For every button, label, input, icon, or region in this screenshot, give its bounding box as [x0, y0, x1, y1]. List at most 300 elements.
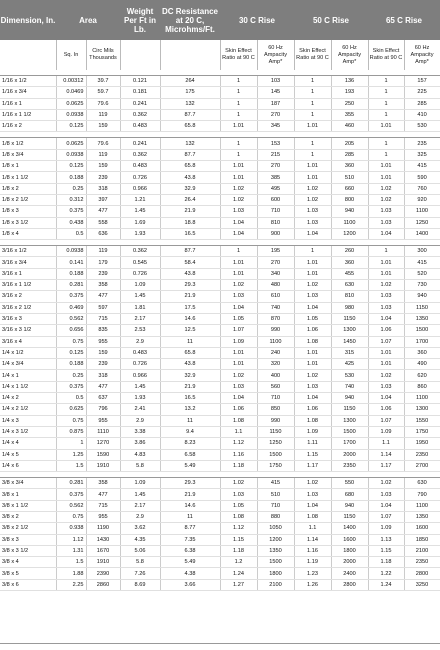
table-header-row: [0, 0, 440, 40]
cell-amp-65: 530: [404, 121, 440, 132]
cell-amp-50: 1150: [331, 511, 368, 522]
cell-skin-65: 1.03: [368, 381, 404, 392]
cell-skin-65: 1.02: [368, 280, 404, 291]
table-row: [0, 257, 440, 268]
cell-weight: 3.38: [120, 426, 160, 437]
cell-skin-30: 1.03: [220, 381, 257, 392]
cell-dimension: 1/4 x 2: [0, 393, 56, 404]
cell-skin-30: 1.18: [220, 545, 257, 556]
cell-amp-65: 1750: [404, 426, 440, 437]
cell-dc-resistance: 6.58: [160, 449, 220, 460]
cell-amp-65: 1850: [404, 534, 440, 545]
cell-skin-50: 1.16: [294, 545, 331, 556]
cell-skin-65: 1.15: [368, 545, 404, 556]
subheader-sq-in: Sq. In: [63, 51, 79, 58]
cell-skin-50: 1.02: [294, 183, 331, 194]
cell-skin-30: 1.07: [220, 325, 257, 336]
table-row: [0, 523, 440, 534]
cell-dimension: 3/8 x 6: [0, 579, 56, 590]
cell-dimension: 3/8 x 1: [0, 489, 56, 500]
cell-skin-30: 1.04: [220, 393, 257, 404]
cell-amp-30: 880: [257, 511, 294, 522]
cell-skin-50: 1.03: [294, 206, 331, 217]
cell-skin-30: 1.1: [220, 426, 257, 437]
cell-amp-30: 1100: [257, 336, 294, 347]
table-row: [0, 568, 440, 579]
cell-amp-50: 1200: [331, 228, 368, 239]
cell-amp-65: 1300: [404, 404, 440, 415]
cell-skin-50: 1.17: [294, 460, 331, 471]
cell-skin-50: 1.15: [294, 449, 331, 460]
cell-skin-65: 1: [368, 109, 404, 120]
cell-weight: 1.09: [120, 280, 160, 291]
table-row: [0, 325, 440, 336]
cell-skin-50: 1.02: [294, 280, 331, 291]
header-50c-rise: 50 C Rise: [312, 15, 350, 25]
cell-dimension: 1/4 x 3: [0, 415, 56, 426]
cell-sq-in: 0.0938: [56, 149, 86, 160]
cell-amp-65: 1100: [404, 500, 440, 511]
cell-skin-65: 1: [368, 246, 404, 257]
cell-circ-mils: 358: [86, 280, 120, 291]
cell-skin-30: 1.01: [220, 347, 257, 358]
cell-weight: 1.81: [120, 302, 160, 313]
cell-circ-mils: 1670: [86, 545, 120, 556]
cell-sq-in: 0.75: [56, 336, 86, 347]
cell-sq-in: 0.5: [56, 393, 86, 404]
table-row: [0, 438, 440, 449]
cell-amp-50: 2400: [331, 568, 368, 579]
cell-skin-30: 1: [220, 109, 257, 120]
subheader-amp-30: 60 Hz Ampacity Amp*: [263, 44, 287, 65]
cell-dimension: 1/4 x 6: [0, 460, 56, 471]
table-row: [0, 149, 440, 160]
cell-dc-resistance: 58.4: [160, 257, 220, 268]
cell-amp-50: 193: [331, 87, 368, 98]
cell-skin-65: 1.02: [368, 183, 404, 194]
cell-sq-in: 0.00312: [56, 76, 86, 87]
cell-sq-in: 0.188: [56, 359, 86, 370]
cell-skin-50: 1.03: [294, 381, 331, 392]
cell-dimension: 1/4 x 3/4: [0, 359, 56, 370]
cell-sq-in: 0.375: [56, 489, 86, 500]
data-table: [0, 70, 440, 591]
cell-skin-30: 1.06: [220, 404, 257, 415]
cell-skin-50: 1: [294, 76, 331, 87]
cell-circ-mils: 597: [86, 302, 120, 313]
cell-dimension: 1/8 x 3: [0, 206, 56, 217]
cell-skin-50: 1.01: [294, 257, 331, 268]
cell-skin-65: 1.03: [368, 291, 404, 302]
cell-sq-in: 0.75: [56, 511, 86, 522]
table-row: [0, 246, 440, 257]
cell-amp-65: 235: [404, 138, 440, 149]
cell-weight: 2.17: [120, 313, 160, 324]
cell-amp-50: 800: [331, 194, 368, 205]
cell-weight: 1.69: [120, 217, 160, 228]
cell-circ-mils: 239: [86, 172, 120, 183]
cell-amp-65: 1400: [404, 228, 440, 239]
cell-amp-30: 1750: [257, 460, 294, 471]
cell-dimension: 3/16 x 1/2: [0, 246, 56, 257]
cell-amp-30: 187: [257, 98, 294, 109]
cell-dc-resistance: 264: [160, 76, 220, 87]
table-row: [0, 545, 440, 556]
cell-circ-mils: 59.7: [86, 87, 120, 98]
cell-skin-30: 1.03: [220, 206, 257, 217]
cell-amp-30: 560: [257, 381, 294, 392]
cell-amp-30: 340: [257, 268, 294, 279]
cell-amp-65: 3250: [404, 579, 440, 590]
cell-dc-resistance: 87.7: [160, 246, 220, 257]
cell-weight: 1.45: [120, 291, 160, 302]
cell-skin-30: 1.2: [220, 557, 257, 568]
cell-weight: 5.8: [120, 460, 160, 471]
cell-dimension: 3/8 x 5: [0, 568, 56, 579]
cell-sq-in: 1.12: [56, 534, 86, 545]
cell-dc-resistance: 3.66: [160, 579, 220, 590]
cell-circ-mils: 39.7: [86, 76, 120, 87]
cell-skin-65: 1.02: [368, 194, 404, 205]
cell-skin-30: 1.15: [220, 534, 257, 545]
cell-amp-50: 980: [331, 302, 368, 313]
cell-skin-30: 1.01: [220, 161, 257, 172]
cell-skin-30: 1.02: [220, 280, 257, 291]
cell-amp-30: 740: [257, 302, 294, 313]
cell-circ-mils: 955: [86, 336, 120, 347]
cell-skin-30: 1.16: [220, 449, 257, 460]
cell-amp-30: 1500: [257, 557, 294, 568]
cell-skin-65: 1.17: [368, 460, 404, 471]
cell-weight: 1.45: [120, 206, 160, 217]
cell-amp-50: 1400: [331, 523, 368, 534]
cell-weight: 1.09: [120, 478, 160, 489]
cell-skin-50: 1.02: [294, 478, 331, 489]
cell-amp-30: 320: [257, 359, 294, 370]
cell-skin-30: 1.27: [220, 579, 257, 590]
cell-dc-resistance: 132: [160, 98, 220, 109]
table-row: [0, 172, 440, 183]
cell-weight: 0.966: [120, 370, 160, 381]
cell-dimension: 1/8 x 2: [0, 183, 56, 194]
cell-amp-65: 157: [404, 76, 440, 87]
subheader-skin-65: Skin Effect Ratio at 90 C: [369, 48, 403, 61]
cell-skin-50: 1.09: [294, 426, 331, 437]
cell-weight: 5.06: [120, 545, 160, 556]
cell-dimension: 1/8 x 1 1/2: [0, 172, 56, 183]
cell-amp-65: 1700: [404, 336, 440, 347]
cell-amp-30: 400: [257, 370, 294, 381]
table-row: [0, 404, 440, 415]
cell-dc-resistance: 43.8: [160, 359, 220, 370]
cell-circ-mils: 1190: [86, 523, 120, 534]
cell-skin-50: 1.01: [294, 172, 331, 183]
cell-amp-50: 1450: [331, 336, 368, 347]
cell-amp-65: 760: [404, 183, 440, 194]
table-row: [0, 415, 440, 426]
cell-dc-resistance: 11: [160, 511, 220, 522]
cell-skin-65: 1: [368, 87, 404, 98]
cell-amp-50: 360: [331, 257, 368, 268]
cell-amp-50: 530: [331, 370, 368, 381]
header-dimension: Dimension, In.: [0, 15, 56, 25]
cell-sq-in: 0.0625: [56, 98, 86, 109]
cell-amp-50: 1100: [331, 217, 368, 228]
cell-skin-50: 1.04: [294, 500, 331, 511]
subheader-amp-50: 60 Hz Ampacity Amp*: [337, 44, 361, 65]
cell-dc-resistance: 5.49: [160, 557, 220, 568]
cell-amp-50: 680: [331, 489, 368, 500]
cell-amp-65: 2100: [404, 545, 440, 556]
cell-skin-65: 1.03: [368, 302, 404, 313]
table-row: [0, 534, 440, 545]
cell-dc-resistance: 65.8: [160, 347, 220, 358]
cell-dimension: 1/4 x 1/2: [0, 347, 56, 358]
cell-amp-65: 1350: [404, 313, 440, 324]
cell-sq-in: 0.875: [56, 426, 86, 437]
cell-dc-resistance: 65.8: [160, 121, 220, 132]
cell-dc-resistance: 8.77: [160, 523, 220, 534]
cell-dimension: 1/4 x 1 1/2: [0, 381, 56, 392]
cell-amp-65: 520: [404, 268, 440, 279]
cell-skin-50: 1: [294, 98, 331, 109]
cell-skin-30: 1.01: [220, 359, 257, 370]
cell-amp-30: 153: [257, 138, 294, 149]
table-row: [0, 460, 440, 471]
cell-amp-50: 550: [331, 478, 368, 489]
table-row: [0, 183, 440, 194]
table-row: [0, 206, 440, 217]
table-row: [0, 121, 440, 132]
cell-amp-65: 285: [404, 98, 440, 109]
cell-dc-resistance: 32.9: [160, 183, 220, 194]
cell-sq-in: 0.281: [56, 280, 86, 291]
cell-circ-mils: 558: [86, 217, 120, 228]
cell-skin-50: 1.06: [294, 404, 331, 415]
cell-weight: 2.9: [120, 415, 160, 426]
cell-dimension: 3/8 x 4: [0, 557, 56, 568]
table-row: [0, 76, 440, 87]
table-row: [0, 336, 440, 347]
cell-skin-65: 1.03: [368, 206, 404, 217]
cell-amp-65: 1100: [404, 393, 440, 404]
cell-skin-30: 1.04: [220, 302, 257, 313]
cell-skin-65: 1: [368, 138, 404, 149]
table-row: [0, 511, 440, 522]
cell-dimension: 3/16 x 1: [0, 268, 56, 279]
cell-amp-30: 1350: [257, 545, 294, 556]
cell-sq-in: 0.625: [56, 404, 86, 415]
cell-dc-resistance: 43.8: [160, 172, 220, 183]
cell-circ-mils: 159: [86, 121, 120, 132]
cell-dimension: 3/8 x 3 1/2: [0, 545, 56, 556]
cell-skin-50: 1.02: [294, 370, 331, 381]
cell-skin-30: 1.09: [220, 336, 257, 347]
cell-dimension: 3/16 x 3 1/2: [0, 325, 56, 336]
cell-circ-mils: 119: [86, 149, 120, 160]
cell-amp-30: 990: [257, 325, 294, 336]
cell-amp-30: 215: [257, 149, 294, 160]
cell-skin-50: 1.26: [294, 579, 331, 590]
cell-dc-resistance: 18.8: [160, 217, 220, 228]
cell-sq-in: 0.125: [56, 347, 86, 358]
cell-dc-resistance: 29.3: [160, 478, 220, 489]
cell-sq-in: 0.375: [56, 381, 86, 392]
cell-skin-50: 1.1: [294, 523, 331, 534]
cell-skin-50: 1.19: [294, 557, 331, 568]
cell-dimension: 1/4 x 3 1/2: [0, 426, 56, 437]
cell-amp-65: 2350: [404, 557, 440, 568]
cell-dimension: 1/16 x 1/2: [0, 76, 56, 87]
cell-circ-mils: 637: [86, 393, 120, 404]
cell-dc-resistance: 6.38: [160, 545, 220, 556]
cell-weight: 2.9: [120, 336, 160, 347]
cell-weight: 0.362: [120, 149, 160, 160]
cell-skin-50: 1: [294, 87, 331, 98]
cell-circ-mils: 715: [86, 313, 120, 324]
cell-skin-65: 1.1: [368, 438, 404, 449]
cell-amp-30: 1250: [257, 438, 294, 449]
cell-skin-30: 1.02: [220, 183, 257, 194]
cell-amp-30: 850: [257, 404, 294, 415]
cell-skin-50: 1.08: [294, 415, 331, 426]
cell-circ-mils: 159: [86, 347, 120, 358]
cell-weight: 4.83: [120, 449, 160, 460]
cell-sq-in: 0.75: [56, 415, 86, 426]
cell-dimension: 1/8 x 3 1/2: [0, 217, 56, 228]
table-row: [0, 449, 440, 460]
cell-amp-50: 1500: [331, 426, 368, 437]
cell-amp-50: 136: [331, 76, 368, 87]
cell-dimension: 3/16 x 1 1/2: [0, 280, 56, 291]
cell-circ-mils: 318: [86, 183, 120, 194]
cell-dimension: 3/8 x 3/4: [0, 478, 56, 489]
cell-amp-65: 2800: [404, 568, 440, 579]
cell-skin-50: 1.04: [294, 302, 331, 313]
subheader-circ-mils: Circ Mils Thousands: [89, 48, 117, 61]
cell-sq-in: 0.375: [56, 291, 86, 302]
cell-amp-65: 300: [404, 246, 440, 257]
cell-circ-mils: 796: [86, 404, 120, 415]
cell-amp-50: 1800: [331, 545, 368, 556]
cell-dimension: 1/8 x 1: [0, 161, 56, 172]
cell-amp-50: 360: [331, 161, 368, 172]
cell-circ-mils: 477: [86, 206, 120, 217]
cell-weight: 1.45: [120, 381, 160, 392]
cell-dc-resistance: 5.49: [160, 460, 220, 471]
cell-amp-65: 1100: [404, 206, 440, 217]
cell-weight: 0.241: [120, 98, 160, 109]
cell-amp-30: 145: [257, 87, 294, 98]
cell-dc-resistance: 21.9: [160, 489, 220, 500]
cell-dimension: 3/16 x 2: [0, 291, 56, 302]
cell-dimension: 3/8 x 1 1/2: [0, 500, 56, 511]
header-dc-resistance: DC Resistance at 20 C, Microhms/Ft.: [161, 6, 219, 34]
cell-amp-65: 490: [404, 359, 440, 370]
cell-dimension: 3/8 x 2 1/2: [0, 523, 56, 534]
cell-sq-in: 0.188: [56, 172, 86, 183]
cell-skin-50: 1: [294, 109, 331, 120]
cell-amp-30: 240: [257, 347, 294, 358]
cell-amp-50: 1300: [331, 325, 368, 336]
table-row: [0, 426, 440, 437]
cell-dimension: 1/8 x 3/4: [0, 149, 56, 160]
cell-skin-50: 1.01: [294, 161, 331, 172]
cell-amp-30: 900: [257, 228, 294, 239]
cell-dc-resistance: 21.9: [160, 291, 220, 302]
cell-dc-resistance: 32.9: [160, 370, 220, 381]
cell-amp-50: 250: [331, 98, 368, 109]
table-row: [0, 161, 440, 172]
cell-skin-30: 1: [220, 138, 257, 149]
cell-dc-resistance: 29.3: [160, 280, 220, 291]
cell-amp-65: 1150: [404, 302, 440, 313]
cell-sq-in: 1: [56, 438, 86, 449]
table-row: [0, 347, 440, 358]
table-row: [0, 268, 440, 279]
cell-skin-50: 1.02: [294, 194, 331, 205]
cell-skin-50: 1: [294, 246, 331, 257]
cell-skin-50: 1.03: [294, 291, 331, 302]
cell-dc-resistance: 16.5: [160, 228, 220, 239]
cell-dc-resistance: 21.9: [160, 381, 220, 392]
cell-dimension: 3/8 x 3: [0, 534, 56, 545]
cell-amp-50: 260: [331, 246, 368, 257]
cell-skin-30: 1.08: [220, 511, 257, 522]
table-row: [0, 370, 440, 381]
cell-amp-30: 270: [257, 109, 294, 120]
cell-sq-in: 0.25: [56, 183, 86, 194]
cell-amp-30: 1150: [257, 426, 294, 437]
table-row: [0, 98, 440, 109]
cell-amp-30: 103: [257, 76, 294, 87]
cell-skin-30: 1: [220, 98, 257, 109]
cell-skin-65: 1.01: [368, 161, 404, 172]
cell-amp-30: 270: [257, 161, 294, 172]
cell-amp-30: 1050: [257, 523, 294, 534]
cell-amp-30: 710: [257, 206, 294, 217]
cell-amp-65: 920: [404, 194, 440, 205]
cell-dimension: 3/16 x 2 1/2: [0, 302, 56, 313]
cell-sq-in: 1.88: [56, 568, 86, 579]
table-row: [0, 381, 440, 392]
header-weight: Weight Per Ft in Lb.: [123, 6, 156, 34]
cell-amp-65: 1950: [404, 438, 440, 449]
cell-skin-30: 1: [220, 149, 257, 160]
cell-dc-resistance: 87.7: [160, 149, 220, 160]
cell-skin-65: 1.07: [368, 511, 404, 522]
cell-amp-50: 2000: [331, 449, 368, 460]
cell-skin-50: 1.23: [294, 568, 331, 579]
cell-amp-65: 2700: [404, 460, 440, 471]
cell-weight: 4.35: [120, 534, 160, 545]
cell-skin-50: 1: [294, 149, 331, 160]
cell-skin-50: 1.01: [294, 121, 331, 132]
cell-weight: 1.93: [120, 228, 160, 239]
cell-amp-50: 810: [331, 291, 368, 302]
cell-circ-mils: 239: [86, 359, 120, 370]
cell-circ-mils: 1910: [86, 557, 120, 568]
cell-amp-50: 1150: [331, 313, 368, 324]
cell-sq-in: 0.562: [56, 313, 86, 324]
cell-skin-65: 1.06: [368, 404, 404, 415]
cell-amp-30: 385: [257, 172, 294, 183]
cell-dimension: 1/16 x 1: [0, 98, 56, 109]
cell-amp-50: 425: [331, 359, 368, 370]
cell-weight: 2.53: [120, 325, 160, 336]
cell-skin-50: 1.01: [294, 268, 331, 279]
cell-circ-mils: 636: [86, 228, 120, 239]
